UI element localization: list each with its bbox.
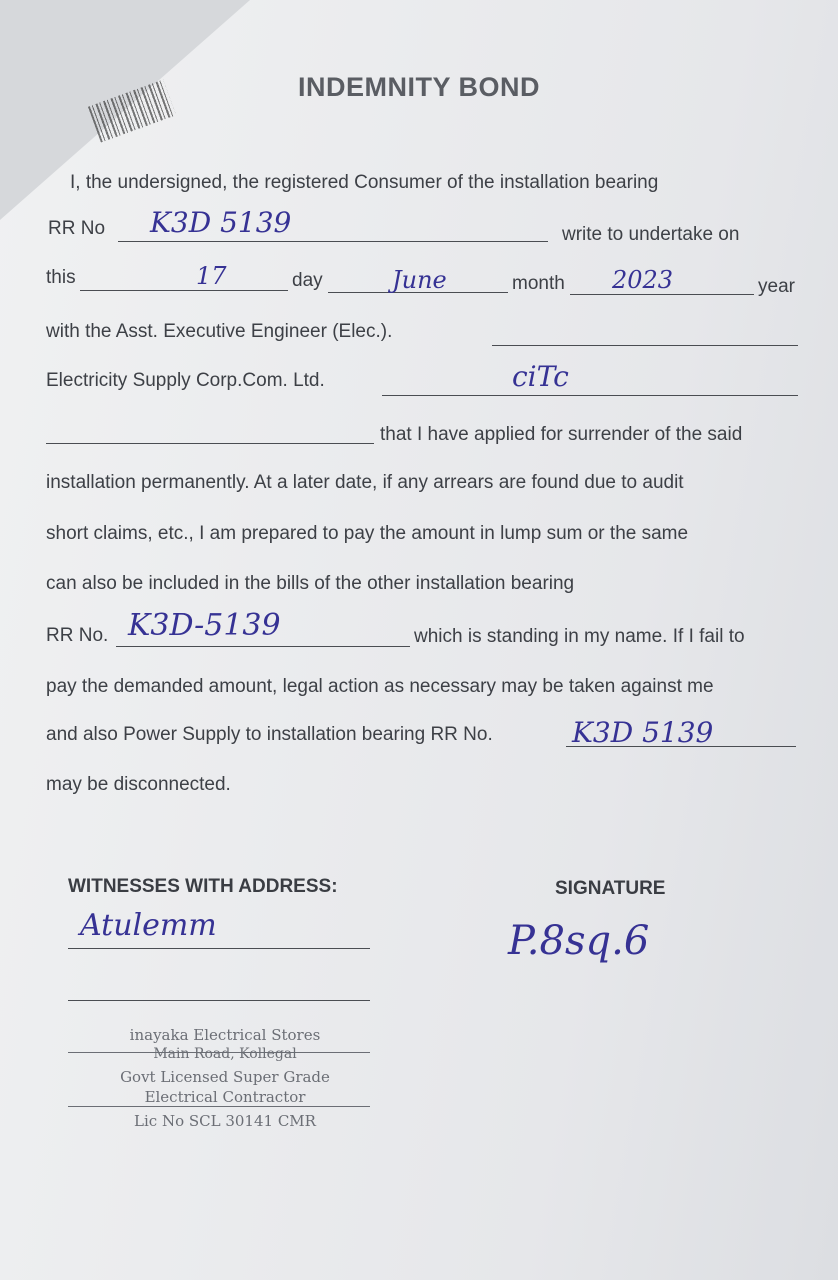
stamp-line-2: Main Road, Kollegal: [153, 1046, 297, 1062]
esc-text: Electricity Supply Corp.Com. Ltd.: [46, 370, 325, 391]
day-label: day: [292, 270, 323, 291]
rr-no2-blank: [116, 646, 410, 647]
witnesses-heading: WITNESSES WITH ADDRESS:: [68, 876, 338, 897]
aee-text: with the Asst. Executive Engineer (Elec.).: [46, 321, 393, 342]
esc-handwritten: ciTc: [512, 360, 569, 393]
day-handwritten: 17: [196, 262, 227, 290]
rr-no-handwritten: K3D 5139: [150, 206, 292, 239]
this-label: this: [46, 267, 76, 288]
esc-blank: [382, 395, 798, 396]
witness1-handwritten: Atulemm: [80, 908, 217, 943]
stamp-line-4: Electrical Contractor: [144, 1088, 306, 1106]
stamp-line-5: Lic No SCL 30141 CMR: [134, 1112, 316, 1130]
standing-text: which is standing in my name. If I fail to: [414, 626, 745, 647]
year-blank: [570, 294, 754, 295]
rr-no-label: RR No: [48, 218, 106, 239]
month-label: month: [512, 273, 565, 294]
paragraph-line-7: may be disconnected.: [46, 774, 231, 795]
applied-blank: [46, 443, 374, 444]
paragraph-line-1: installation permanently. At a later date, if any arrears are found due to audit: [46, 472, 684, 493]
paragraph-line-5: pay the demanded amount, legal action as necessary may be taken against me: [46, 676, 714, 697]
rr-no-blank: [118, 241, 548, 242]
witness2-line: [68, 1000, 370, 1001]
paragraph-line-3: can also be included in the bills of the other installation bearing: [46, 573, 575, 594]
signature-handwritten: P.8sq.6: [508, 918, 650, 964]
intro-line: I, the undersigned, the registered Consumer of the installation bearing: [70, 172, 659, 193]
undertake-text: write to undertake on: [562, 224, 740, 245]
stamp-rule-2: [68, 1106, 370, 1107]
stamp-line-3: Govt Licensed Super Grade: [120, 1068, 330, 1086]
month-handwritten: June: [392, 266, 447, 294]
aee-blank: [492, 345, 798, 346]
signature-heading: SIGNATURE: [555, 878, 666, 899]
applied-text: that I have applied for surrender of the said: [380, 424, 743, 445]
stamp-line-1: inayaka Electrical Stores: [129, 1026, 321, 1044]
rr-no2-label: RR No.: [46, 625, 109, 646]
witness1-line: [68, 948, 370, 949]
year-handwritten: 2023: [612, 266, 674, 294]
rr-no3-handwritten: K3D 5139: [572, 716, 714, 749]
day-blank: [80, 290, 288, 291]
year-label: year: [758, 276, 795, 297]
rr-no2-handwritten: K3D-5139: [128, 608, 281, 643]
paragraph-line-2: short claims, etc., I am prepared to pay the amount in lump sum or the same: [46, 523, 689, 544]
document-title: INDEMNITY BOND: [297, 72, 540, 102]
paragraph-line-6: and also Power Supply to installation bearing RR No.: [46, 724, 493, 745]
